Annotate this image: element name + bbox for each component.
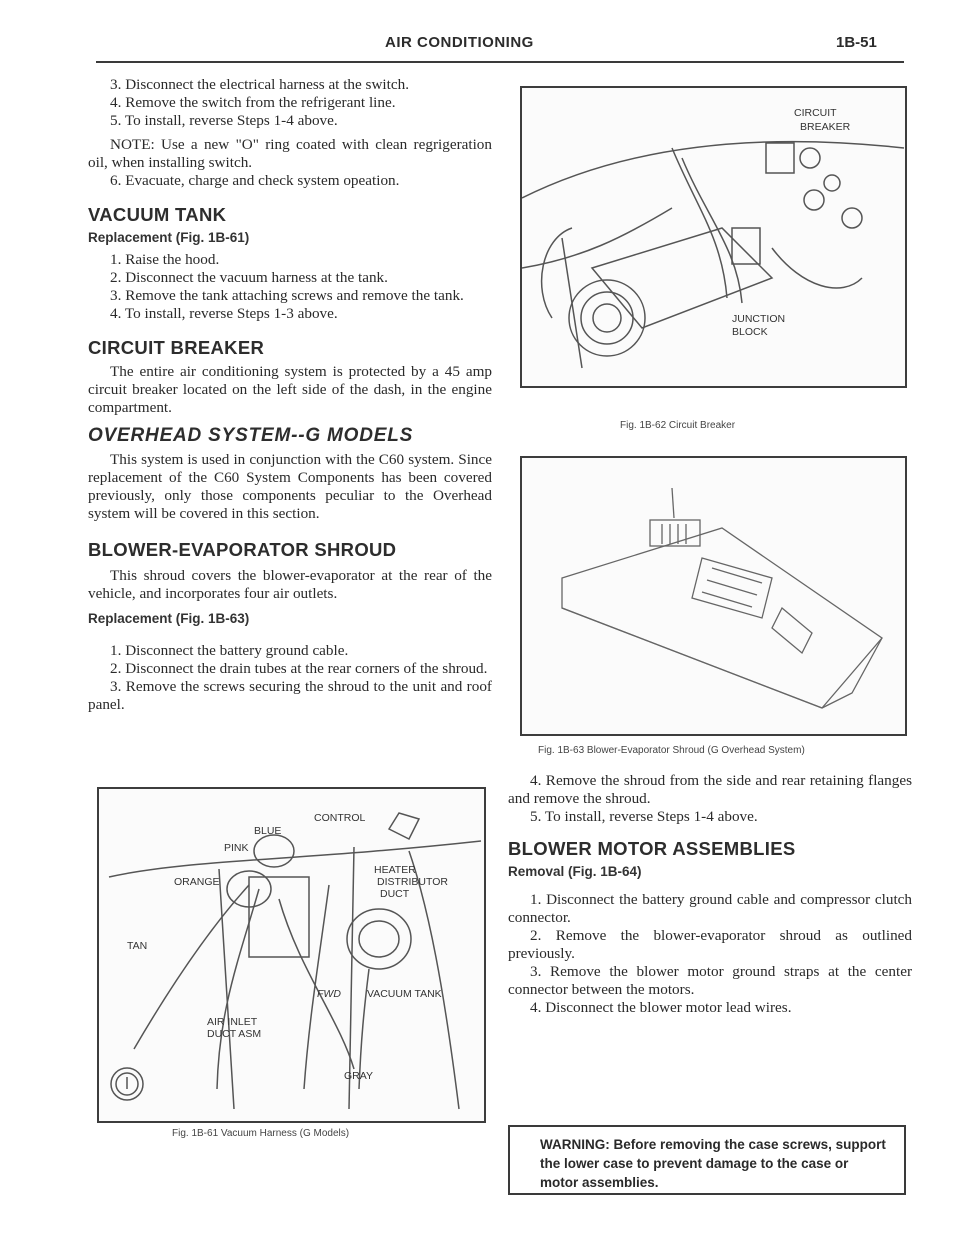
step-text: 1. Disconnect the battery ground cable.	[110, 642, 349, 659]
figure-caption: Fig. 1B-63 Blower-Evaporator Shroud (G Overhead System)	[538, 745, 805, 756]
label-duct-asm: DUCT ASM	[207, 1028, 262, 1040]
label-pink: PINK	[224, 842, 249, 854]
warning-box	[508, 1125, 906, 1195]
shroud-illustration	[522, 458, 905, 734]
figure-shroud	[520, 456, 907, 736]
heading-overhead-system: OVERHEAD SYSTEM--G MODELS	[88, 425, 414, 446]
step-text: 6. Evacuate, charge and check system opeation.	[110, 172, 400, 189]
subheading-replacement: Replacement (Fig. 1B-61)	[88, 230, 250, 245]
label-air-inlet: AIR INLET	[207, 1016, 258, 1028]
label-vacuum-tank: VACUUM TANK	[367, 988, 442, 1000]
paragraph: This system is used in conjunction with the C60 system. Since replacement of the C60 System Components has been covered previously, only those components peculiar to the Overhead system will be covered in this section.	[88, 451, 492, 522]
heading-vacuum-tank: VACUUM TANK	[88, 204, 227, 225]
note-text: NOTE: Use a new "O" ring coated with clean regrigeration oil, when installing switch.	[88, 136, 492, 171]
circuit-breaker-illustration	[522, 88, 905, 386]
step-text: 5. To install, reverse Steps 1-4 above.	[530, 808, 758, 825]
step-text: 2. Disconnect the vacuum harness at the tank.	[110, 269, 388, 286]
step-text: 3. Disconnect the electrical harness at the switch.	[110, 76, 409, 93]
vacuum-harness-illustration	[99, 789, 484, 1121]
warning-text: WARNING: Before removing the case screws, support the lower case to prevent damage to the case or motor assemblies.	[540, 1137, 886, 1190]
label-control: CONTROL	[314, 812, 366, 824]
step-text: 2. Disconnect the drain tubes at the rear corners of the shroud.	[110, 660, 488, 677]
paragraph: The entire air conditioning system is protected by a 45 amp circuit breaker located on the left side of the dash, in the engine compartment.	[88, 363, 492, 416]
label-gray: GRAY	[344, 1070, 373, 1082]
step-text: 1. Raise the hood.	[110, 251, 220, 268]
heading-blower-motor: BLOWER MOTOR ASSEMBLIES	[508, 838, 796, 859]
label-blue: BLUE	[254, 825, 282, 837]
heading-shroud: BLOWER-EVAPORATOR SHROUD	[88, 539, 397, 560]
header-rule	[96, 61, 904, 63]
page-header	[0, 34, 960, 64]
step-text: 4. Remove the shroud from the side and rear retaining flanges and remove the shroud.	[508, 772, 912, 807]
page-number: 1B-51	[836, 34, 877, 51]
label-distributor: DISTRIBUTOR	[377, 876, 448, 888]
section-title: AIR CONDITIONING	[385, 34, 534, 51]
step-text: 5. To install, reverse Steps 1-4 above.	[110, 112, 338, 129]
step-text: 4. Disconnect the blower motor lead wires.	[530, 999, 792, 1016]
label-tan: TAN	[127, 940, 148, 952]
label-fwd: FWD	[317, 988, 341, 1000]
heading-circuit-breaker: CIRCUIT BREAKER	[88, 337, 265, 358]
step-text: 2. Remove the blower-evaporator shroud as outlined previously.	[508, 927, 912, 962]
step-text: 3. Remove the blower motor ground straps at the center connector between the motors.	[508, 963, 912, 998]
step-text: 3. Remove the tank attaching screws and remove the tank.	[110, 287, 464, 304]
left-column	[88, 76, 492, 714]
label-orange: ORANGE	[174, 876, 220, 888]
label-circuit: CIRCUIT	[794, 107, 837, 119]
figure-caption: Fig. 1B-62 Circuit Breaker	[620, 420, 736, 431]
subheading-replacement: Replacement (Fig. 1B-63)	[88, 611, 250, 626]
step-text: 3. Remove the screws securing the shroud to the unit and roof panel.	[88, 678, 492, 713]
label-duct: DUCT	[380, 888, 410, 900]
right-column	[508, 772, 912, 1017]
label-breaker: BREAKER	[800, 121, 851, 133]
figure-caption: Fig. 1B-61 Vacuum Harness (G Models)	[172, 1128, 350, 1139]
figure-circuit-breaker	[520, 86, 907, 388]
step-text: 4. Remove the switch from the refrigerant line.	[110, 94, 396, 111]
label-block: BLOCK	[732, 326, 768, 338]
figure-vacuum-harness	[97, 787, 486, 1123]
label-heater: HEATER	[374, 864, 416, 876]
paragraph: This shroud covers the blower-evaporator at the rear of the vehicle, and incorporates four air outlets.	[88, 567, 492, 602]
label-junction: JUNCTION	[732, 313, 786, 325]
subheading-removal: Removal (Fig. 1B-64)	[508, 864, 642, 879]
step-text: 4. To install, reverse Steps 1-3 above.	[110, 305, 338, 322]
step-text: 1. Disconnect the battery ground cable and compressor clutch connector.	[508, 891, 912, 926]
